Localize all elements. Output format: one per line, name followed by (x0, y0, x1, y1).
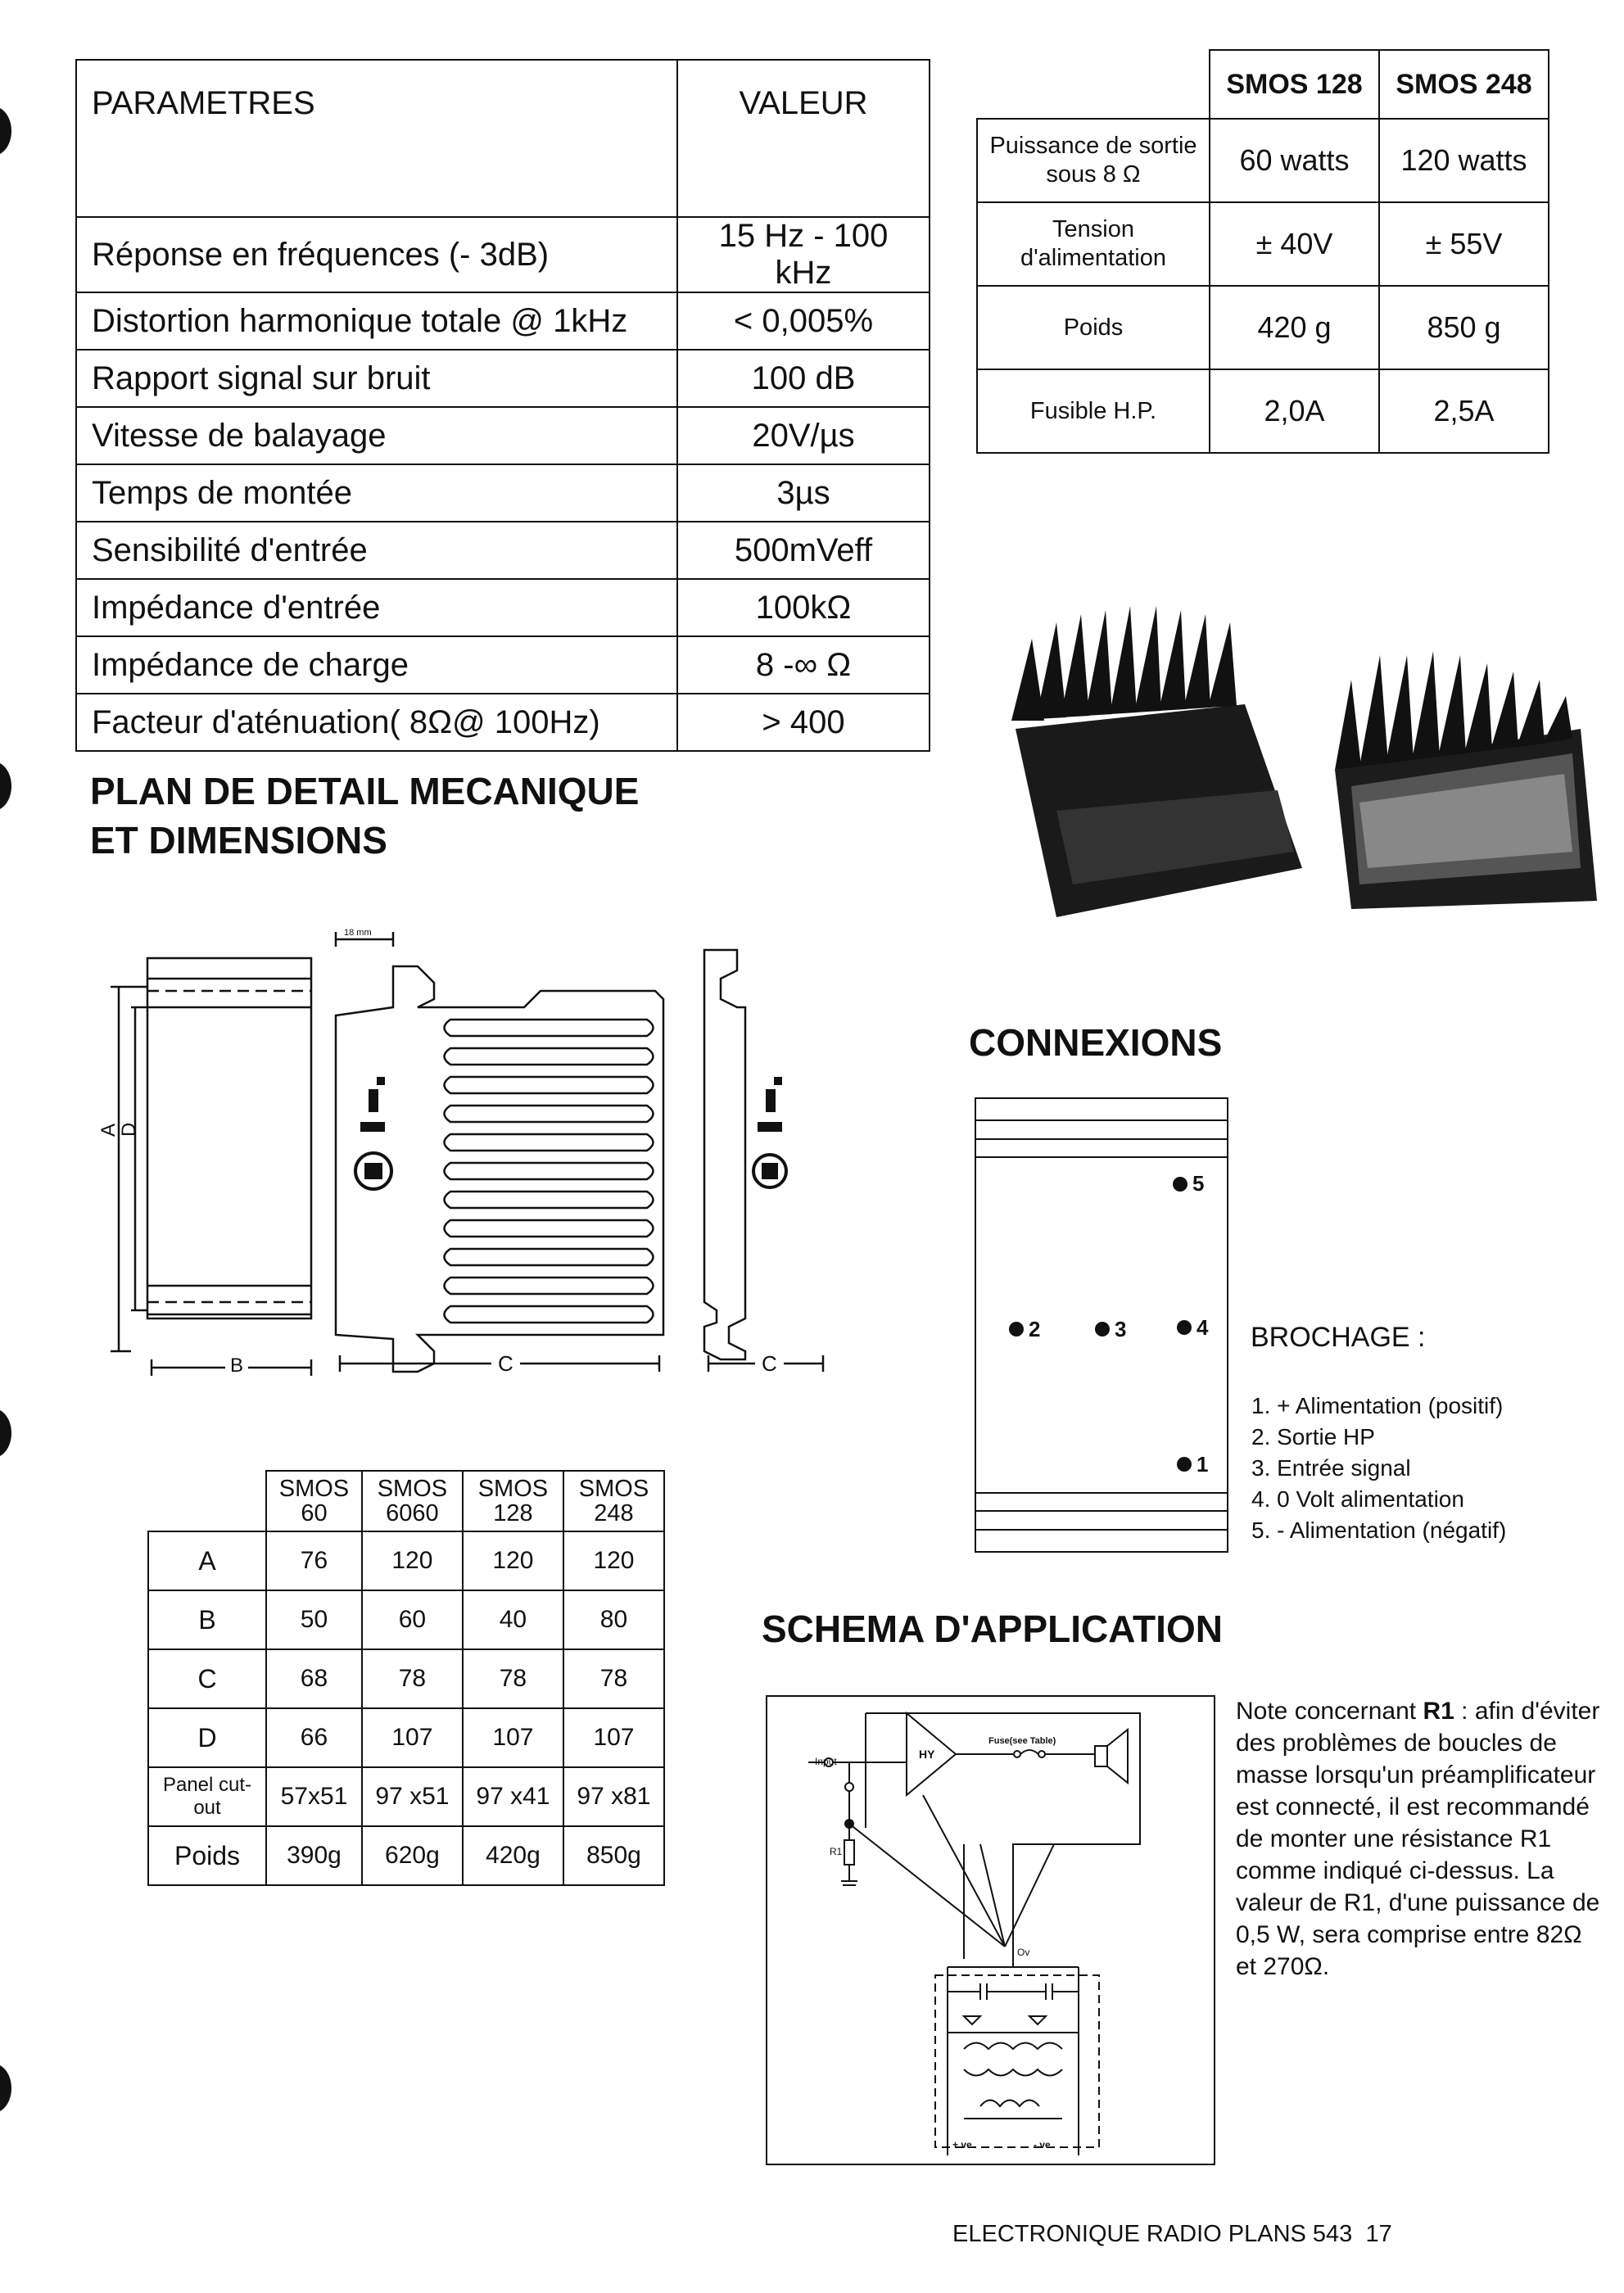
table-row (977, 119, 1549, 202)
table-row (76, 694, 930, 751)
pin-label-1: 1 (1197, 1452, 1209, 1477)
label-input: Input (815, 1756, 837, 1767)
note-bold: R1 (1423, 1698, 1454, 1725)
dims-value: 50 (266, 1590, 362, 1649)
value-cell: 100 dB (677, 350, 930, 407)
divider (976, 1138, 1227, 1140)
dims-value: 57x51 (266, 1767, 362, 1826)
spec-value: 60 watts (1210, 119, 1379, 202)
label-hy: HY (919, 1748, 935, 1761)
dims-value: 120 (463, 1531, 563, 1590)
heatsink-module-left (1011, 606, 1302, 917)
dims-value: 420g (463, 1826, 563, 1885)
label-minus-ve: - ve (1034, 2139, 1051, 2151)
param-cell: Sensibilité d'entrée (76, 522, 677, 579)
dims-label: C (148, 1649, 266, 1708)
value-cell: 3µs (677, 464, 930, 522)
label-fuse: Fuse(see Table) (988, 1736, 1056, 1746)
spec-value: ± 55V (1379, 202, 1549, 286)
dims-value: 390g (266, 1826, 362, 1885)
pin-label-4: 4 (1197, 1315, 1209, 1340)
dims-label: Poids (148, 1826, 266, 1885)
pin-label-3: 3 (1115, 1317, 1127, 1341)
dims-header-l2: 6060 (386, 1500, 439, 1526)
connexions-title: CONNEXIONS (969, 1021, 1223, 1064)
value-cell: 8 -∞ Ω (677, 636, 930, 694)
spec-value: 120 watts (1379, 119, 1549, 202)
note-prefix: Note concernant (1236, 1698, 1423, 1725)
brochage-title: BROCHAGE : (1251, 1322, 1426, 1353)
dims-label: A (148, 1531, 266, 1590)
divider (976, 1156, 1227, 1158)
table-row (76, 579, 930, 636)
spec-label: Poids (977, 286, 1210, 369)
label-plus-ve: + ve (952, 2139, 972, 2151)
dims-value: 97 x81 (563, 1767, 664, 1826)
application-schematic (766, 1695, 1215, 2165)
dims-header-l2: 60 (301, 1500, 328, 1526)
value-cell: > 400 (677, 694, 930, 751)
dims-value: 107 (362, 1708, 463, 1767)
dims-label: D (148, 1708, 266, 1767)
value-cell: < 0,005% (677, 292, 930, 350)
dim-label-c-side: C (491, 1351, 520, 1377)
dims-header-l1: SMOS (477, 1475, 549, 1502)
table-row (977, 286, 1549, 369)
param-cell: Rapport signal sur bruit (76, 350, 677, 407)
spec-value: ± 40V (1210, 202, 1379, 286)
table-row (76, 407, 930, 464)
footer (952, 2221, 1392, 2248)
smos-spec-table (976, 49, 1549, 454)
table-row (76, 217, 930, 292)
table-row (148, 1649, 664, 1708)
table-row (76, 350, 930, 407)
dims-value: 107 (463, 1708, 563, 1767)
note-text: : afin d'éviter des problèmes de boucles de masse lorsqu'un préamplificateur est connecté, il est recommandé de monter une résistance R1 comme indiqué ci-dessus. La valeur de R1, d'une puissance de 0,5 W, sera comprise entre 82Ω et 270Ω. (1236, 1698, 1600, 1980)
mech-title-line2: ET DIMENSIONS (90, 818, 387, 862)
list-item: 2. Sortie HP (1251, 1424, 1375, 1450)
value-cell: 15 Hz - 100 kHz (677, 217, 930, 292)
binder-hole (0, 106, 11, 156)
dims-value: 78 (463, 1649, 563, 1708)
param-cell: Impédance de charge (76, 636, 677, 694)
binder-hole (0, 2064, 11, 2113)
dims-value: 120 (362, 1531, 463, 1590)
parameters-table (75, 59, 930, 752)
dims-value: 850g (563, 1826, 664, 1885)
pinout-diagram (975, 1097, 1228, 1553)
dims-value: 40 (463, 1590, 563, 1649)
pin-dot-4 (1177, 1320, 1192, 1335)
value-cell: 20V/µs (677, 407, 930, 464)
brochage-list (1251, 1391, 1506, 1546)
dims-value: 60 (362, 1590, 463, 1649)
spec-label: Puissance de sortie sous 8 Ω (977, 119, 1210, 202)
dims-value: 80 (563, 1590, 664, 1649)
dims-header (563, 1471, 664, 1531)
label-r1: R1 (830, 1846, 843, 1857)
heatsink-module-right (1335, 651, 1597, 909)
spec-value: 2,0A (1210, 369, 1379, 453)
mech-section-title (90, 767, 639, 866)
dims-value: 107 (563, 1708, 664, 1767)
divider (976, 1510, 1227, 1512)
divider (976, 1119, 1227, 1121)
empty-cell (977, 50, 1210, 119)
dims-value: 620g (362, 1826, 463, 1885)
dims-label: B (148, 1590, 266, 1649)
param-cell: Réponse en fréquences (- 3dB) (76, 217, 677, 292)
dims-header-l1: SMOS (278, 1475, 350, 1502)
dims-header-l2: 248 (594, 1500, 634, 1526)
table-row (148, 1826, 664, 1885)
spec-label: Tension d'alimentation (977, 202, 1210, 286)
mech-drawing-svg (82, 925, 852, 1384)
page-number: 17 (1365, 2221, 1392, 2247)
list-item: 3. Entrée signal (1251, 1455, 1411, 1481)
mech-title-line1: PLAN DE DETAIL MECANIQUE (90, 770, 640, 812)
params-header-param: PARAMETRES (76, 60, 677, 217)
table-row (76, 636, 930, 694)
footer-magazine: ELECTRONIQUE RADIO PLANS 543 (952, 2221, 1353, 2247)
pin-dot-2 (1009, 1322, 1024, 1336)
dims-header (266, 1471, 362, 1531)
dims-value: 97 x51 (362, 1767, 463, 1826)
dims-header (362, 1471, 463, 1531)
dimensions-table (147, 1470, 665, 1886)
spec-value: 420 g (1210, 286, 1379, 369)
spec-value: 850 g (1379, 286, 1549, 369)
table-row (76, 464, 930, 522)
pin-dot-5 (1173, 1177, 1187, 1192)
params-header-value: VALEUR (677, 60, 930, 217)
divider (976, 1492, 1227, 1494)
dims-value: 120 (563, 1531, 664, 1590)
binder-hole (0, 1409, 11, 1458)
dims-header (463, 1471, 563, 1531)
dims-header-l2: 128 (493, 1500, 533, 1526)
module-photo (1007, 606, 1605, 950)
pin-dot-1 (1177, 1457, 1192, 1472)
table-row (977, 202, 1549, 286)
dims-value: 66 (266, 1708, 362, 1767)
dims-header-l1: SMOS (377, 1475, 448, 1502)
dims-value: 68 (266, 1649, 362, 1708)
table-row (76, 522, 930, 579)
list-item: 1. + Alimentation (positif) (1251, 1393, 1504, 1418)
dims-value: 76 (266, 1531, 362, 1590)
list-item: 4. 0 Volt alimentation (1251, 1486, 1464, 1512)
param-cell: Vitesse de balayage (76, 407, 677, 464)
application-note (1236, 1695, 1600, 1983)
param-cell: Distortion harmonique totale @ 1kHz (76, 292, 677, 350)
dim-label-b: B (225, 1355, 248, 1377)
label-ov: Ov (1017, 1947, 1030, 1958)
spec-label: Fusible H.P. (977, 369, 1210, 453)
dim-label-18mm: 18 mm (344, 928, 372, 938)
table-row (148, 1531, 664, 1590)
param-cell: Facteur d'aténuation( 8Ω@ 100Hz) (76, 694, 677, 751)
spec-header: SMOS 128 (1210, 50, 1379, 119)
value-cell: 500mVeff (677, 522, 930, 579)
mechanical-drawing (82, 925, 852, 1384)
pin-label-2: 2 (1029, 1317, 1041, 1341)
table-row (148, 1767, 664, 1826)
param-cell: Impédance d'entrée (76, 579, 677, 636)
dims-header-l1: SMOS (578, 1475, 649, 1502)
binder-hole (0, 762, 11, 811)
list-item: 5. - Alimentation (négatif) (1251, 1517, 1507, 1543)
pin-label-5: 5 (1192, 1171, 1205, 1196)
spec-value: 2,5A (1379, 369, 1549, 453)
table-row (148, 1708, 664, 1767)
dims-label: Panel cut-out (148, 1767, 266, 1826)
dim-label-d: D (118, 1122, 140, 1137)
divider (976, 1529, 1227, 1531)
table-row (977, 369, 1549, 453)
param-cell: Temps de montée (76, 464, 677, 522)
dim-label-a: A (97, 1123, 120, 1137)
schema-title: SCHEMA D'APPLICATION (762, 1608, 1223, 1650)
dims-value: 78 (563, 1649, 664, 1708)
value-cell: 100kΩ (677, 579, 930, 636)
empty-cell (148, 1471, 266, 1531)
table-row (148, 1590, 664, 1649)
spec-header: SMOS 248 (1379, 50, 1549, 119)
dims-value: 97 x41 (463, 1767, 563, 1826)
dims-value: 78 (362, 1649, 463, 1708)
dim-label-c-end: C (755, 1351, 784, 1377)
table-row (76, 292, 930, 350)
pin-dot-3 (1095, 1322, 1110, 1336)
